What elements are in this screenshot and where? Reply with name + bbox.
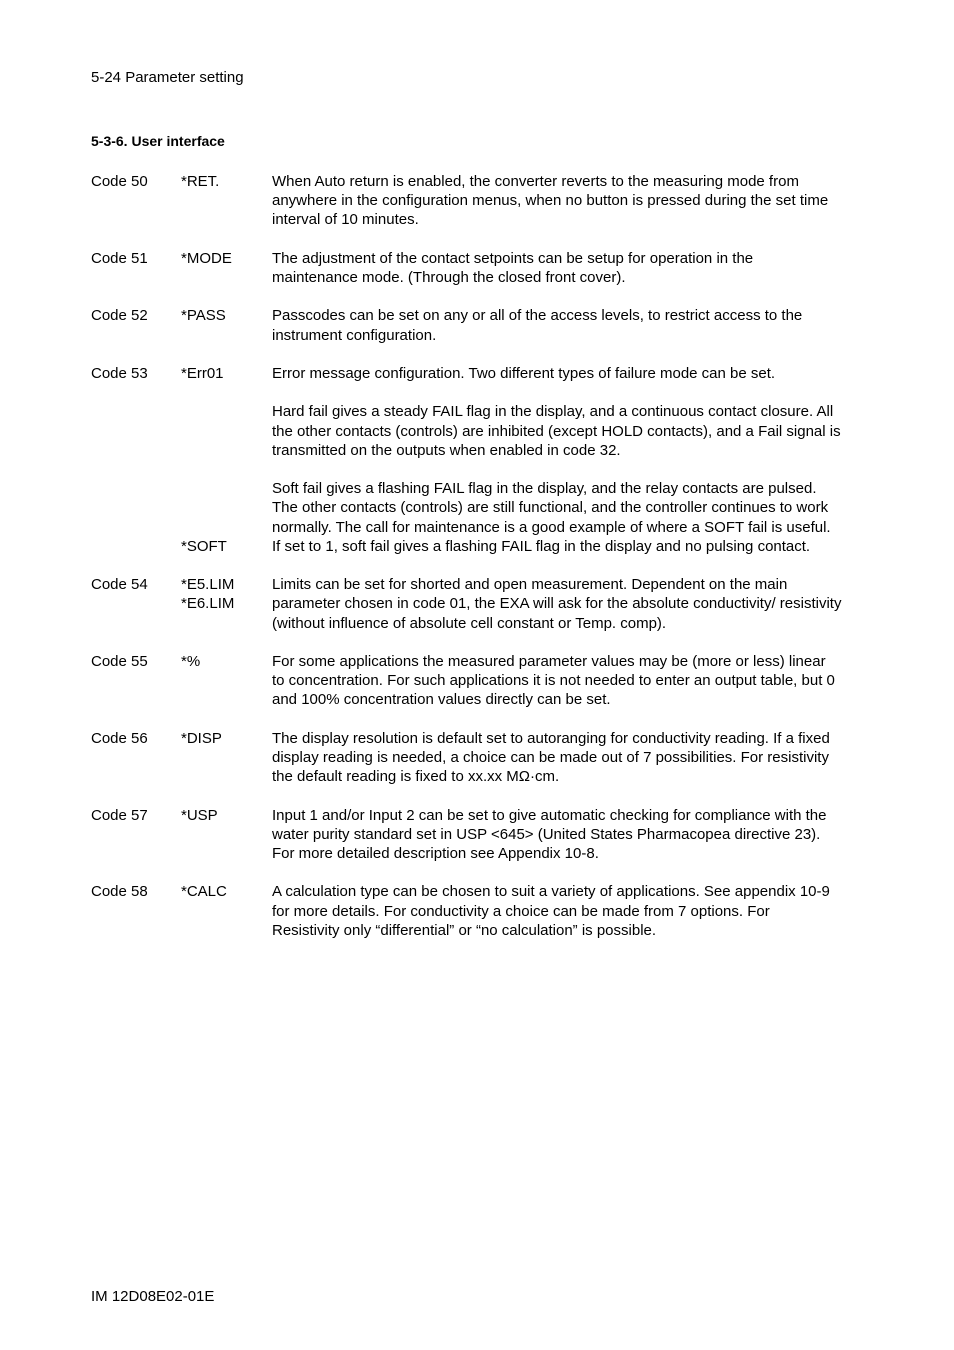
description-paragraph: Soft fail gives a flashing FAIL flag in the display, and the relay contacts are pulsed. The other contacts (controls) are still functional, and the controller continues to work normally. The call for maintenance is a good example of where a SOFT fail is useful. xyxy=(272,480,831,536)
page-footer: IM 12D08E02-01E xyxy=(91,1288,215,1305)
code-entry-53 xyxy=(91,364,851,537)
description-paragraph: The display resolution is default set to autoranging for conductivity reading. If a fixed display reading is needed, a choice can be made out of 7 possibilities. For resistivity the default reading is fixed to xx.xx MΩ·cm. xyxy=(272,729,830,786)
description-paragraph: When Auto return is enabled, the converter reverts to the measuring mode from anywhere in the configuration menus, when no button is pressed during the set time interval of 10 minutes. xyxy=(272,173,829,229)
description xyxy=(272,172,842,230)
param-name: *PASS xyxy=(181,307,226,325)
description xyxy=(272,652,842,710)
code-entry-51 xyxy=(91,249,851,287)
description-paragraph: The adjustment of the contact setpoints can be setup for operation in the maintenance mode. (Through the closed front cover). xyxy=(272,249,754,286)
code-entry-52 xyxy=(91,306,851,344)
code-entry-56 xyxy=(91,729,851,787)
code-entry-50 xyxy=(91,172,851,230)
code-label: Code 51 xyxy=(91,249,148,267)
param-name: *MODE xyxy=(181,249,232,267)
param-name: *SOFT xyxy=(181,537,227,555)
code-label: Code 55 xyxy=(91,652,148,670)
description xyxy=(272,729,842,787)
section-title: 5-3-6. User interface xyxy=(91,133,225,149)
code-label: Code 54 xyxy=(91,576,148,594)
param-names xyxy=(181,575,271,613)
param-name: *RET. xyxy=(181,173,220,190)
param-name: *Err01 xyxy=(181,364,224,382)
code-label: Code 58 xyxy=(91,883,148,901)
code-entry-53-soft xyxy=(91,537,851,556)
description-paragraph: Limits can be set for shorted and open measurement. Dependent on the main parameter chosen in code 01, the EXA will ask for the absolute conductivity/ resistivity (without influence of absolute cell constant or Temp. comp). xyxy=(272,576,842,632)
description-paragraph: Resistivity only “differential” or “no calculation” is possible. xyxy=(272,921,657,939)
param-name: *% xyxy=(181,652,201,670)
description xyxy=(272,806,842,864)
code-entry-55 xyxy=(91,652,851,710)
code-entry-58 xyxy=(91,882,851,940)
description xyxy=(272,249,842,287)
description-paragraph: Hard fail gives a steady FAIL flag in the display, and a continuous contact closure. All the other contacts (controls) are inhibited (except HOLD contacts), and a Fail signal is transmitted on the outputs when enabled in code 32. xyxy=(272,403,841,459)
param-name: *CALC xyxy=(181,883,227,901)
code-list xyxy=(91,172,851,940)
param-name: *E6.LIM xyxy=(181,595,235,613)
description-paragraph: A calculation type can be chosen to suit a variety of applications. See appendix 10-9 for more details. For conductivity a choice can be made from 7 options. For xyxy=(272,883,830,920)
description xyxy=(272,306,842,344)
code-entry-57 xyxy=(91,806,851,864)
description-paragraph: Input 1 and/or Input 2 can be set to give automatic checking for compliance with the water purity standard set in USP <645> (United States Pharmacopea directive 23). For more detailed description see Appendix 10-8. xyxy=(272,806,827,862)
page-header: 5-24 Parameter setting xyxy=(91,69,244,86)
description xyxy=(272,575,842,633)
code-label: Code 50 xyxy=(91,173,148,190)
code-label: Code 53 xyxy=(91,364,148,382)
param-name: *DISP xyxy=(181,729,222,747)
description-paragraph: Passcodes can be set on any or all of the access levels, to restrict access to the instrument configuration. xyxy=(272,307,803,344)
param-name: *E5.LIM xyxy=(181,576,235,594)
description xyxy=(272,882,842,940)
description-paragraph: Error message configuration. Two different types of failure mode can be set. xyxy=(272,364,776,382)
description xyxy=(272,364,842,537)
description-paragraph: If set to 1, soft fail gives a flashing FAIL flag in the display and no pulsing contact. xyxy=(272,537,811,555)
param-name: *USP xyxy=(181,806,218,824)
code-entry-54 xyxy=(91,575,851,633)
code-label: Code 52 xyxy=(91,307,148,325)
code-label: Code 56 xyxy=(91,729,148,747)
description-paragraph: For some applications the measured parameter values may be (more or less) linear to concentration. For such applications it is not needed to enter an output table, but 0 and 100% concentration values directly can be set. xyxy=(272,652,835,709)
code-label: Code 57 xyxy=(91,806,148,824)
